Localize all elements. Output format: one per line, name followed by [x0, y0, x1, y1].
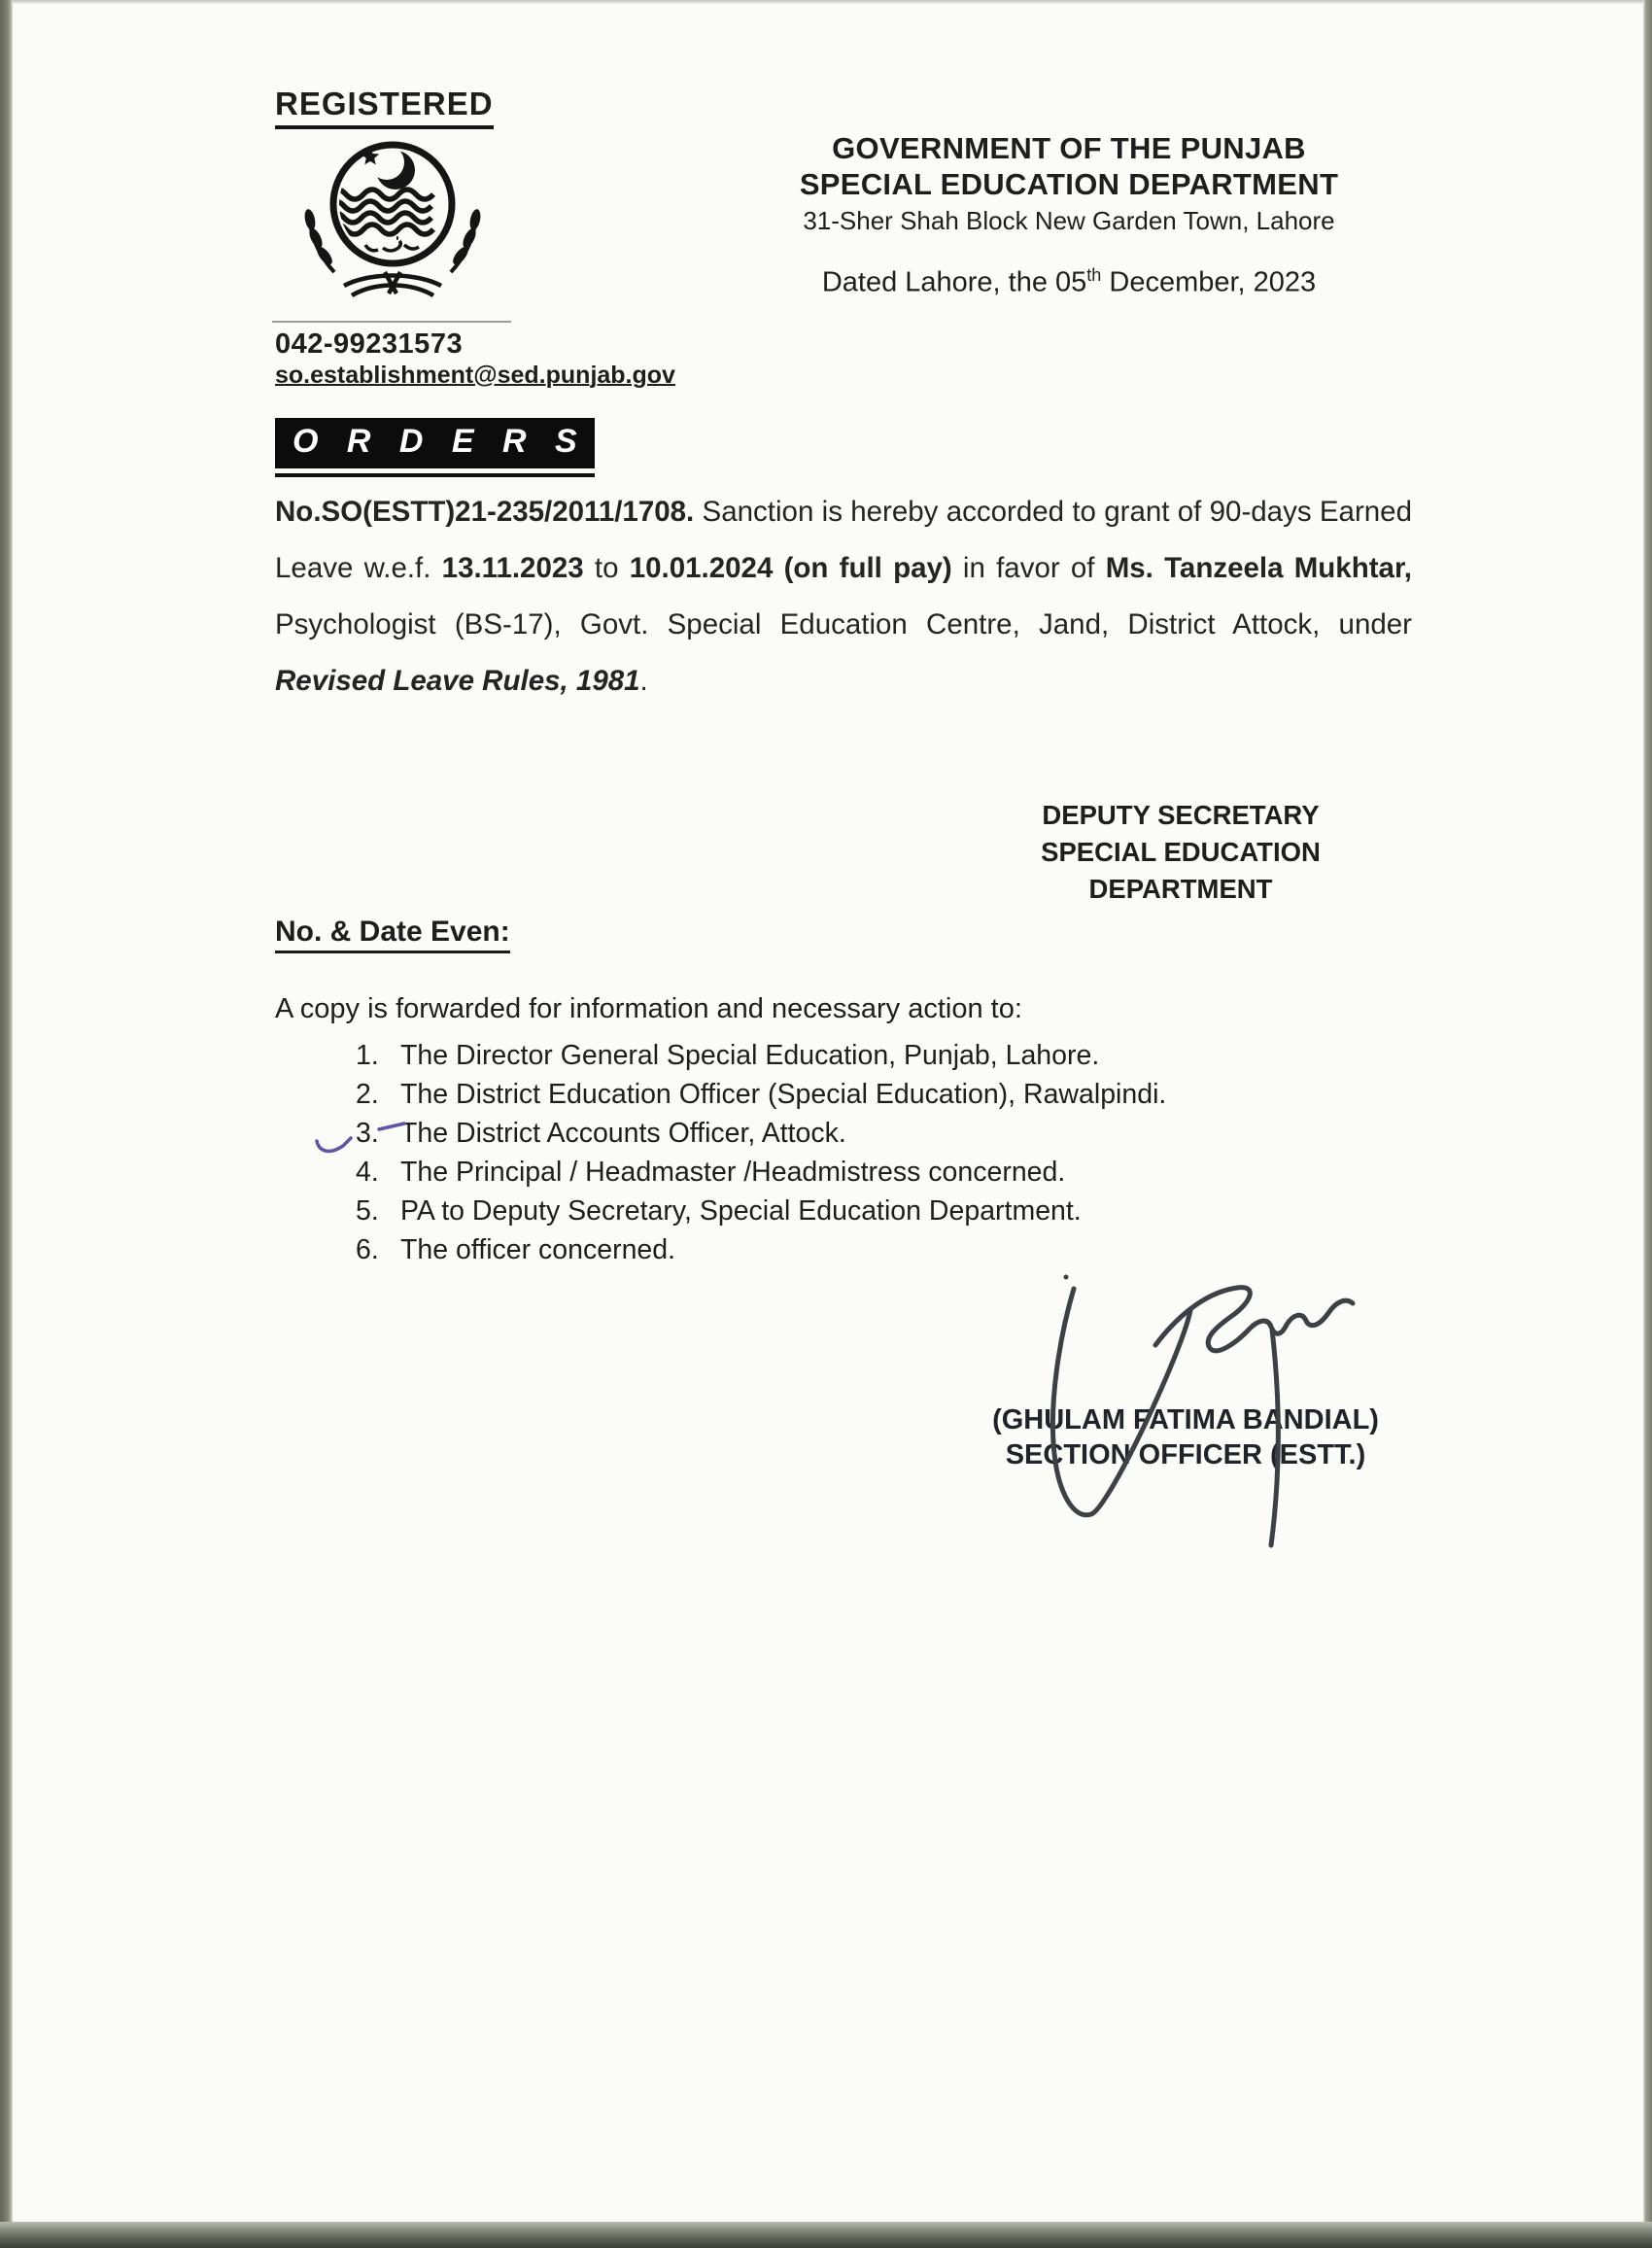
officer-name: Ms. Tanzeela Mukhtar,	[1105, 552, 1413, 584]
org-name-line1: GOVERNMENT OF THE PUNJAB	[832, 131, 1306, 165]
leave-end-date: 10.01.2024	[629, 552, 774, 584]
divider-under-crest	[272, 321, 511, 323]
handwritten-signature	[928, 1232, 1399, 1563]
signatory-designation-block	[1011, 797, 1351, 908]
forwarding-line: A copy is forwarded for information and necessary action to:	[275, 993, 1022, 1024]
pay-clause: (on full pay)	[783, 552, 952, 584]
orders-heading-wrap	[275, 418, 595, 477]
list-item: 1. The Director General Special Education, Punjab, Lahore.	[356, 1040, 1100, 1071]
scan-edge-right	[1643, 0, 1652, 2248]
date-ordinal: th	[1086, 265, 1102, 285]
registered-stamp: REGISTERED	[275, 86, 494, 129]
list-item: 2. The District Education Officer (Special Education), Rawalpindi.	[356, 1079, 1167, 1110]
org-name-line2: SPECIAL EDUCATION DEPARTMENT	[799, 167, 1339, 201]
list-item: 3. The District Accounts Officer, Attock.	[356, 1118, 846, 1149]
phone-number: 042-99231573	[275, 329, 464, 360]
list-item: 4. The Principal / Headmaster /Headmistress concerned.	[356, 1157, 1066, 1188]
signatory-name: (GHULAM FATIMA BANDIAL)	[992, 1404, 1379, 1435]
signatory-line3: DEPARTMENT	[1088, 874, 1273, 904]
org-address: 31-Sher Shah Block New Garden Town, Lahore	[803, 206, 1335, 235]
signatory-line2: SPECIAL EDUCATION	[1041, 837, 1321, 867]
date-line: Dated Lahore, the 05th December, 2023	[821, 265, 1317, 298]
leave-start-date: 13.11.2023	[441, 552, 584, 584]
scan-edge-top	[0, 0, 1652, 4]
pen-tick-annotation-icon	[311, 1114, 433, 1169]
signatory-line1: DEPUTY SECRETARY	[1042, 800, 1320, 830]
scan-edge-left	[0, 0, 13, 2248]
list-item: 5. PA to Deputy Secretary, Special Education Department.	[356, 1195, 1082, 1227]
punjab-crest-icon	[280, 124, 505, 326]
list-item: 6. The officer concerned.	[356, 1234, 676, 1265]
order-paragraph: No.SO(ESTT)21-235/2011/1708. Sanction is hereby accorded to grant of 90-days Earned Leave w.e.f. 13.11.2023 to 10.01.2024 (on full pay) in favor of Ms. Tanzeela Mukhtar, Psychologist (BS-17), Govt. Special Education Centre, Jand, District Attock, under Revised Leave Rules, 1981.	[275, 496, 1413, 697]
signatory-title: SECTION OFFICER (ESTT.)	[1005, 1439, 1366, 1470]
order-ref-no: No.SO(ESTT)21-235/2011/1708.	[275, 496, 695, 528]
letterhead	[748, 130, 1390, 299]
scan-edge-bottom	[0, 2222, 1652, 2248]
number-date-even-heading: No. & Date Even:	[275, 916, 510, 953]
email-address: so.establishment@sed.punjab.gov	[275, 362, 675, 389]
rules-reference: Revised Leave Rules, 1981	[275, 665, 640, 697]
orders-heading: O R D E R S	[275, 418, 595, 468]
